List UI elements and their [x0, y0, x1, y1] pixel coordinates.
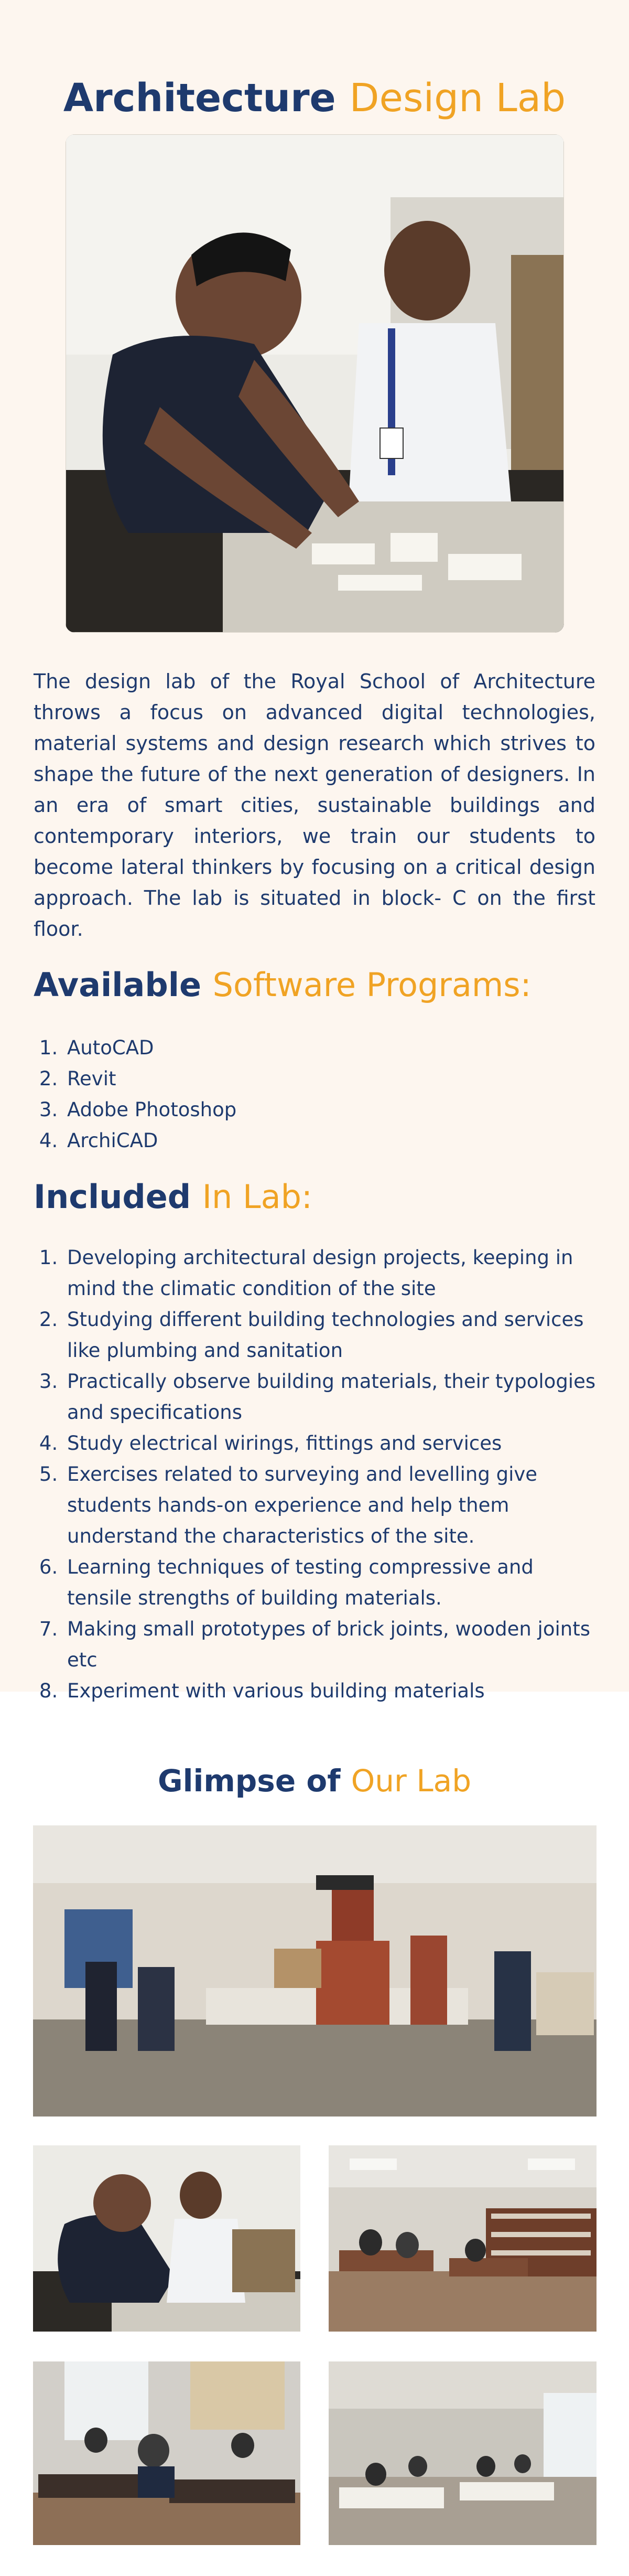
gallery-photo-drafting-students[interactable]	[33, 2361, 300, 2545]
page-title	[0, 69, 629, 127]
intro-paragraph: The design lab of the Royal School of Architecture throws a focus on advanced digital technologies, material systems and design research which strives to shape the future of the next generation of designers. In an era of smart cities, sustainable buildings and contemporary interiors, we train our students to become lateral thinkers by focusing on a critical design approach. The lab is situated in block- C on the first floor.	[34, 670, 595, 940]
hero-photo	[66, 134, 564, 633]
gallery-photo-lab-overview[interactable]	[33, 1825, 597, 2117]
gallery-photo-image	[33, 2145, 300, 2332]
included-heading-accent: In Lab:	[202, 1178, 312, 1216]
software-list	[34, 1032, 600, 1156]
included-heading-primary: Included	[34, 1178, 191, 1216]
gallery-photo-drawing-hall[interactable]	[329, 2361, 597, 2545]
gallery-photo-image	[329, 2361, 597, 2545]
gallery-photo-image	[329, 2145, 597, 2332]
included-list	[34, 1242, 600, 1706]
list-item: 6. Learning techniques of testing compressive and tensile strengths of building materials.	[64, 1552, 600, 1613]
hero-photo-students-model	[66, 134, 564, 633]
list-item: 8. Experiment with various building materials	[64, 1675, 600, 1706]
list-item: 2. Revit	[64, 1063, 600, 1094]
included-heading	[34, 1176, 312, 1218]
gallery-photo-image	[33, 2361, 300, 2545]
list-item: 4. Study electrical wirings, fittings and services	[64, 1428, 600, 1459]
list-item: 3. Adobe Photoshop	[64, 1094, 600, 1125]
list-item: 7. Making small prototypes of brick joints, wooden joints etc	[64, 1613, 600, 1675]
glimpse-heading	[0, 1760, 629, 1802]
software-heading-primary: Available	[34, 966, 202, 1004]
page-title-primary: Architecture	[63, 75, 336, 121]
software-heading-accent: Software Programs:	[212, 966, 532, 1004]
list-item: 1. Developing architectural design projects, keeping in mind the climatic condition of the site	[64, 1242, 600, 1304]
glimpse-heading-accent: Our Lab	[351, 1763, 472, 1799]
list-item: 1. AutoCAD	[64, 1032, 600, 1063]
gallery-photo-library[interactable]	[329, 2145, 597, 2332]
list-item: 5. Exercises related to surveying and levelling give students hands-on experience and help them understand the characteristics of the site.	[64, 1459, 600, 1552]
page-title-accent: Design Lab	[349, 75, 566, 121]
software-heading	[34, 964, 531, 1006]
gallery-photo-image	[33, 1825, 597, 2117]
list-item: 2. Studying different building technologies and services like plumbing and sanitation	[64, 1304, 600, 1366]
list-item: 3. Practically observe building materials, their typologies and specifications	[64, 1366, 600, 1428]
list-item: 4. ArchiCAD	[64, 1125, 600, 1156]
glimpse-heading-primary: Glimpse of	[157, 1763, 341, 1799]
gallery-photo-students-model[interactable]	[33, 2145, 300, 2332]
